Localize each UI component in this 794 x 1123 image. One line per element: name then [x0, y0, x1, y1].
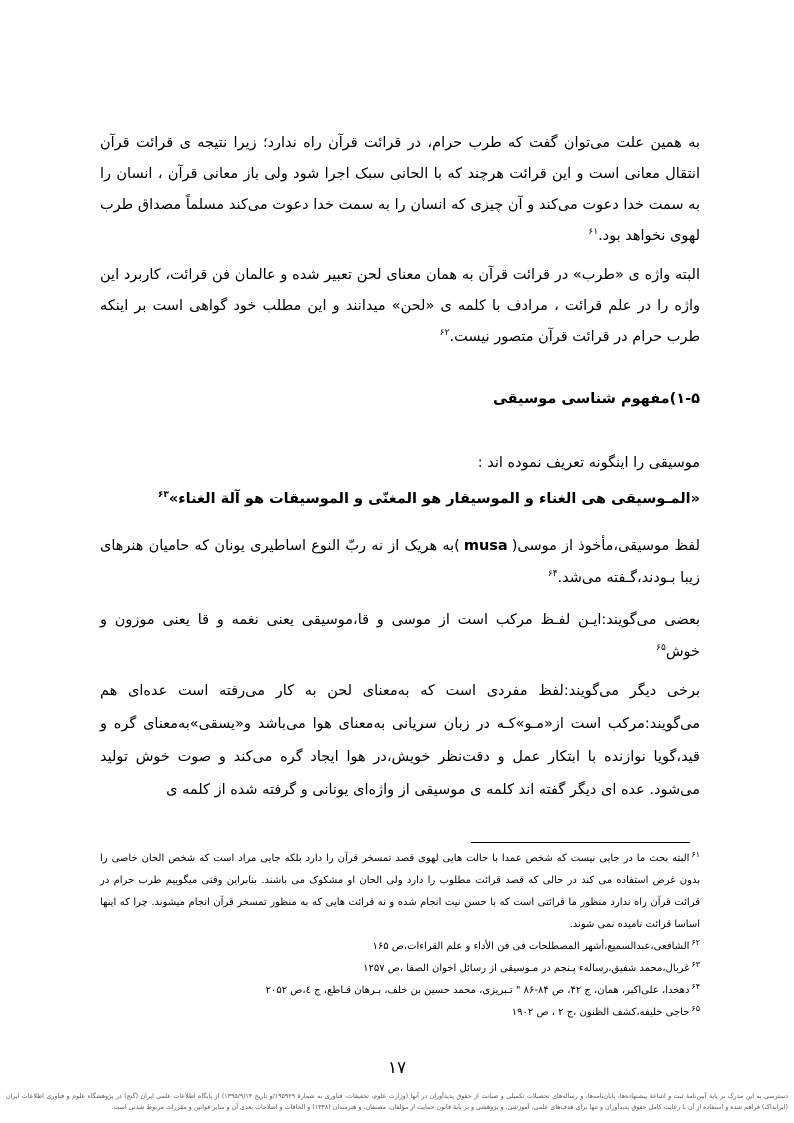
footnotes: [100, 848, 700, 1024]
footnote-number: ۶۴: [691, 981, 700, 991]
latin-term: musa: [463, 538, 508, 554]
paragraph-text: به همین علت می‌توان گفت که طرب حرام، در قرائت قرآن راه ندارد؛ زیرا نتیجه ی قرائت قرآن انتقال معانی است و این قرائت هرچند که با الحانی سبک اجرا شود ولی باز معانی قرآن ، انسان را به سمت خدا دعوت می‌کند و آن چیزی که انسان را به سمت خدا دعوت می‌کند مسلماً مصداق طرب لهوی نخواهد بود.: [100, 135, 700, 244]
footnote-number: ۶۵: [691, 1003, 700, 1013]
page-number: ۱۷: [387, 1058, 407, 1078]
paragraph-text: البته واژه ی «طرب» در قرائت قرآن به همان معنای لحن تعبیر شده و عالمان فن قرائت، کاربرد این واژه را در علم قرائت ، مرادف با کلمه ی «لحن» میدانند و این مطلب خود گواهی است بر اینکه طرب حرام در قرائت قرآن متصور نیست.: [100, 267, 700, 345]
footnote-ref[interactable]: ۶۴: [547, 569, 558, 580]
paragraph-compound: [100, 604, 700, 668]
footnote-text: حاجی خلیفه،کشف الظنون ،ج ۲ ، ص ۱۹۰۲: [511, 1007, 690, 1018]
footnote-text: الشافعی،عبدالسمیع،أشهر المصطلحات فی فن الأداء و علم القراءات،ص ۱۶۵: [372, 941, 690, 952]
paragraph-other-views: برخی دیگر می‌گویند:لفظ مفردی است که به‌معنای لحن به کار می‌رفته است عده‌ای هم می‌گویند:مرکب است از«مـو»کـه در زبان سریانی به‌معنای هوا می‌باشد و«یسقی»به‌معنای گره و قید،گویا نوازنده با ابتکار عمل و دقت‌نظر خویش،در هوا ایجاد گره می‌کند و صوت خوش تولید می‌شود. عده ای دیگر گفته اند کلمه ی موسیقی از واژه‌ای یونانی و گرفته شده از کلمه ی: [100, 683, 700, 798]
arabic-quote: [100, 484, 700, 514]
paragraph-etymology: [100, 530, 700, 594]
footnote-text: دهخدا، علی‌اکبر، همان، ج ۴۲، ص ۸۴-۸۶ " تـبریزی، محمد حسین بن خلف، بـرهان قـاطع، ج ٤،ص ۲۰۵۲: [265, 985, 690, 996]
footnote-ref[interactable]: ۶۳: [157, 490, 169, 501]
footnote-item: [100, 980, 700, 1002]
footnote-item: [100, 958, 700, 980]
footnote-item: [100, 936, 700, 958]
footnote-text: غربال،محمد شفیق،رساله‌ء پـنجم در مـوسیقی از رسائل اخوان الصفا ،ص ۱۲۵۷: [363, 963, 690, 974]
footnote-ref[interactable]: ۶۵: [656, 643, 666, 654]
section-heading: ۱-۵)مفهوم شناسی موسیقی: [492, 391, 700, 407]
footnote-divider: [471, 842, 690, 843]
footnote-item: [100, 1002, 700, 1024]
footnote-ref[interactable]: ۶۱: [588, 227, 599, 238]
paragraph-text: بعضی می‌گویند:ایـن لفـظ مرکب است از موسی و قا،موسیقی یعنی نغمه و قا یعنی موزون و خوش: [100, 612, 700, 660]
paragraph-text: لفظ موسیقی،مأخوذ از موسی(: [511, 538, 700, 554]
footnote-text: البته بحث ما در جایی نیست که شخص عمدا با حالت هایی لهوی قصد تمسخر قرآن را دارد بلکه جایی مراد است که شخص الحان خاصی را بدون غرض استفاده می کند در حالی که قصد قرائت مطلوب را دارد ولی الحان او مشکوک می باشند. بنابراین وقتی میگوییم طرب حرام در قرائت قرآن راه ندارد منظور ما قرائتی است که با حسن نیت انجام شده و نه قرائت هایی که به منظور تمسخر قرآن انجام میشوند. چرا که اینها اساسا قرائت نامیده نمی شوند.: [100, 853, 700, 930]
footnote-ref[interactable]: ۶۲: [439, 328, 450, 339]
footnote-number: ۶۱: [691, 849, 700, 859]
footnote-item: [100, 848, 700, 936]
footnote-number: ۶۲: [691, 937, 700, 947]
footnote-number: ۶۳: [691, 959, 700, 969]
paragraph-text: )به هریک از نه ربّ النوع اساطیری یونان که حامیان هنرهای زیبا بـودند،گـفته می‌شد.: [100, 538, 700, 586]
paragraph-tarab-haram: [100, 128, 700, 252]
quote-text: «المـوسیقی هی الغناء و الموسیقار هو المغنّی و الموسیقات هو آلة الغناء»: [168, 491, 700, 507]
definition-intro: موسیقی را اینگونه تعریف نموده اند :: [477, 455, 700, 471]
paragraph-tarab-meaning: [100, 260, 700, 353]
legal-notice: دسترسی به این مدرک بر پایهٔ آیین‌نامهٔ ثبت و اشاعهٔ پیشنهاده‌ها، پایان‌نامه‌ها، و رساله‌های تحصیلات تکمیلی و صیانت از حقوق پدیدآوران در آنها (وزارت علوم، تحقیقات، فناوری به شمارهٔ ۱۹۵۹۲۹/و تاریخ ۱۳۹۵/۹/۱۴) از پایگاه اطلاعات علمی ایران (گنج) در پژوهشگاه علوم و فناوری اطلاعات ایران (ایرانداک) فراهم شده و استفاده از آن با رعایت کامل حقوق پدیدآوران و تنها برای هدف‌های علمی، آموزشی، و پژوهشی و بر پایهٔ قانون حمایت از مؤلفان، مصنفان، و هنرمندان (۱۳۴۸) و الحاقات و اصلاحات بعدی آن و سایر قوانین و مقررات مربوط شدنی است.: [6, 1093, 788, 1111]
